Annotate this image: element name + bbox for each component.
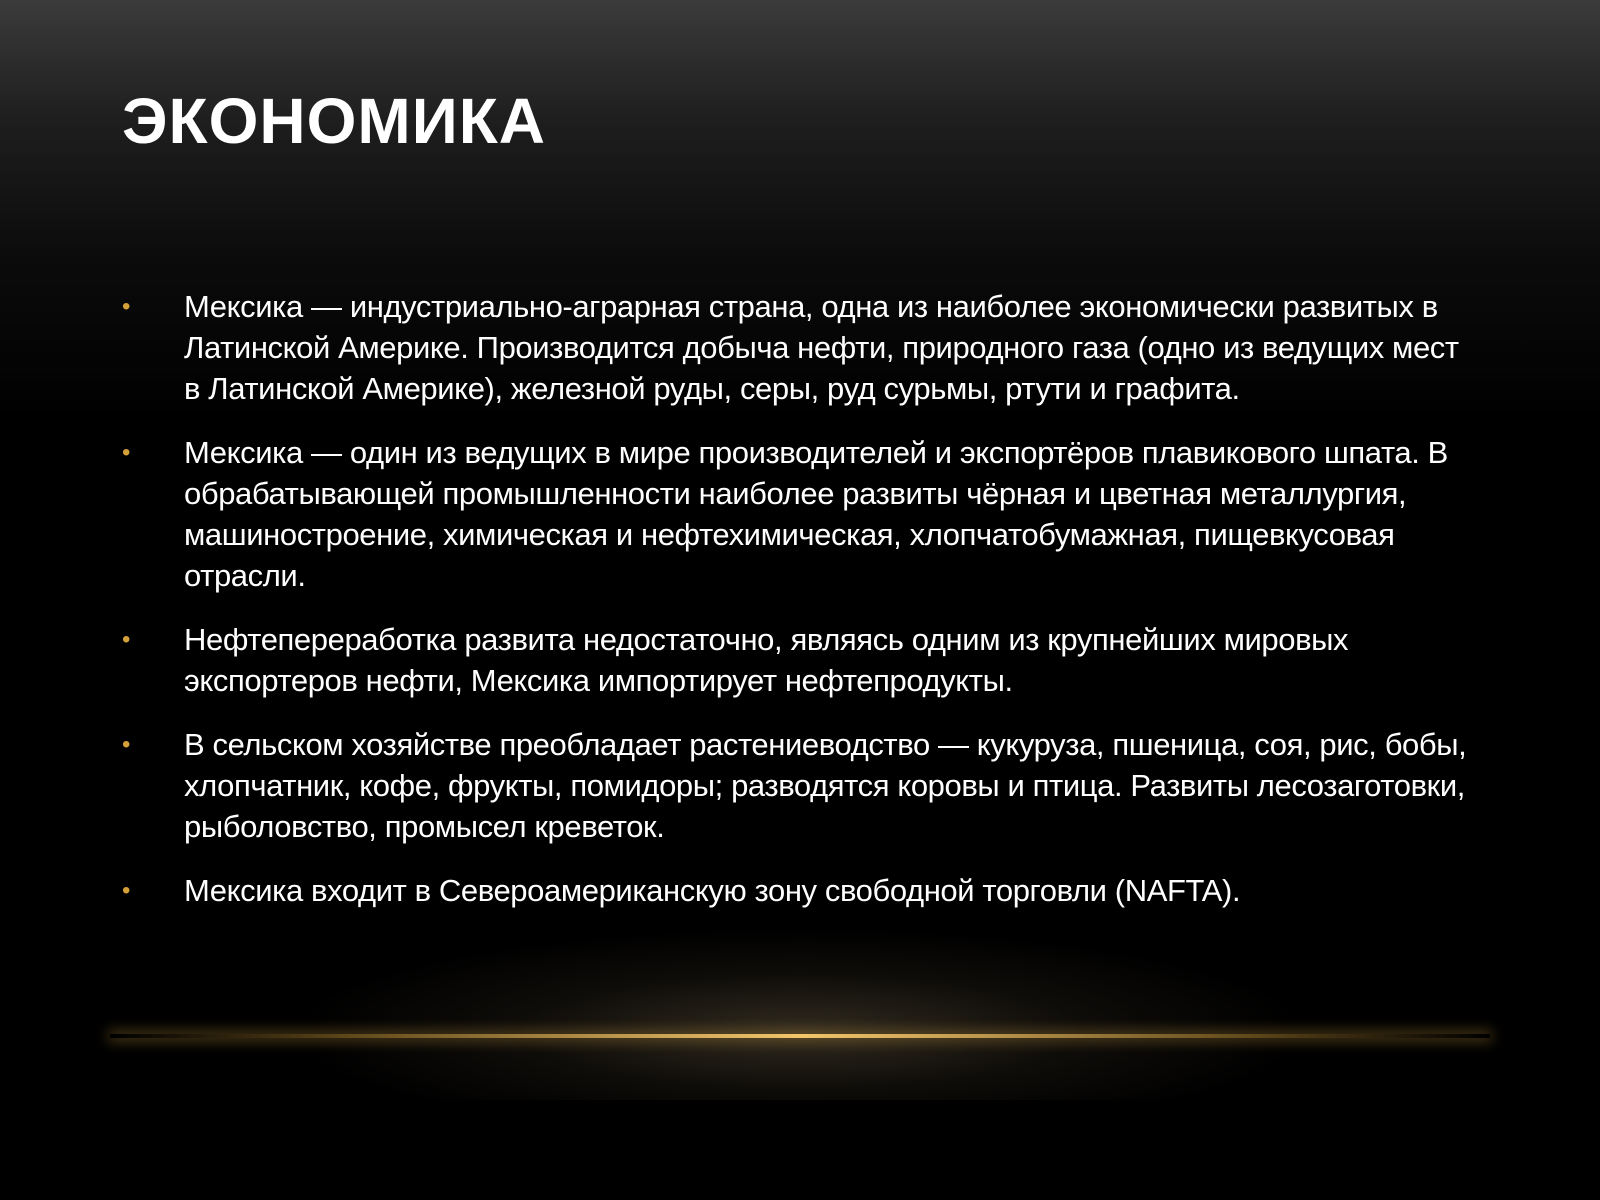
- bullet-dot-icon: •: [122, 293, 131, 320]
- floor-glow: [300, 930, 1300, 1100]
- bullet-text: Мексика входит в Североамериканскую зону свободной торговли (NAFTA).: [184, 873, 1241, 908]
- bullet-text: Мексика — один из ведущих в мире производителей и экспортёров плавикового шпата. В обрабатывающей промышленности наиболее развиты чёрная и цветная металлургия, машиностроение, химическая и нефтехимическая, хлопчатобумажная, пищевкусовая отрасли.: [184, 435, 1448, 593]
- bullet-dot-icon: •: [122, 626, 131, 653]
- bullet-text: Мексика — индустриально-аграрная страна, одна из наиболее экономически развитых в Латинской Америке. Производится добыча нефти, природного газа (одно из ведущих мест в Латинской Америке), железной руды, серы, руд сурьмы, ртути и графита.: [184, 289, 1459, 406]
- slide-title: ЭКОНОМИКА: [122, 85, 546, 157]
- bullet-list: [122, 286, 1482, 934]
- bullet-item: [122, 432, 1482, 596]
- bullet-text: Нефтепереработка развита недостаточно, являясь одним из крупнейших мировых экспортеров нефти, Мексика импортирует нефтепродукты.: [184, 622, 1349, 698]
- horizon-line: [110, 1034, 1490, 1038]
- bullet-item: [122, 870, 1482, 911]
- bullet-item: [122, 619, 1482, 701]
- bullet-dot-icon: •: [122, 731, 131, 758]
- bullet-item: [122, 724, 1482, 847]
- bullet-item: [122, 286, 1482, 409]
- bullet-dot-icon: •: [122, 439, 131, 466]
- bullet-dot-icon: •: [122, 877, 131, 904]
- bullet-text: В сельском хозяйстве преобладает растениеводство — кукуруза, пшеница, соя, рис, бобы, хлопчатник, кофе, фрукты, помидоры; разводятся коровы и птица. Развиты лесозаготовки, рыболовство, промысел креветок.: [184, 727, 1467, 844]
